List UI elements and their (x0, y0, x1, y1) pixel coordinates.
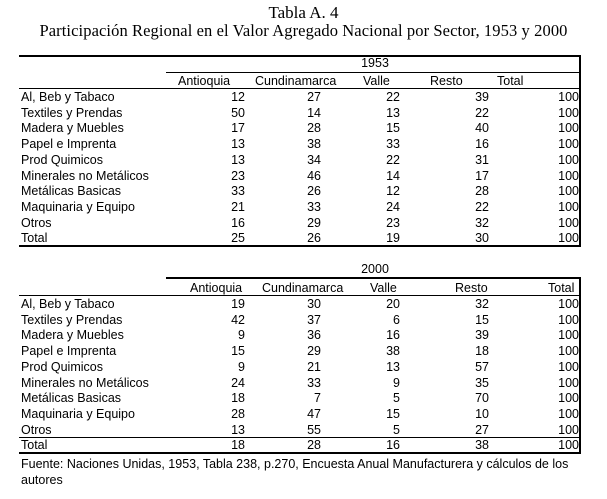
table-row (0, 105, 607, 121)
table-cell: 100 (558, 359, 579, 374)
table-cell: 38 (386, 344, 400, 359)
table-cell: 36 (307, 328, 321, 343)
table-cell: 26 (307, 184, 321, 199)
table-cell: 14 (307, 105, 321, 120)
table-cell: 9 (393, 375, 400, 390)
table-cell: 33 (307, 199, 321, 214)
row-label: Madera y Muebles (21, 328, 124, 343)
table-cell: 13 (231, 422, 245, 437)
table-cell: 100 (558, 215, 579, 230)
table-cell: 29 (307, 344, 321, 359)
table-cell: 27 (475, 422, 489, 437)
table-cell: 24 (386, 199, 400, 214)
table-cell: 15 (231, 344, 245, 359)
table-cell: 39 (475, 328, 489, 343)
row-label: Prod Quimicos (21, 152, 103, 167)
table-cell: 28 (307, 438, 321, 453)
table-row (0, 375, 607, 391)
table-cell: 100 (558, 406, 579, 421)
table-cell: 22 (475, 199, 489, 214)
col-valle: Valle (370, 281, 397, 295)
row-label: Otros (21, 215, 52, 230)
table-cell: 14 (386, 168, 400, 183)
row-label: Papel e Imprenta (21, 137, 117, 152)
table-cell: 7 (314, 391, 321, 406)
table-cell: 100 (558, 105, 579, 120)
row-label: Textiles y Prendas (21, 105, 123, 120)
table-cell: 29 (307, 215, 321, 230)
table-cell: 100 (558, 231, 579, 246)
table-cell: 50 (231, 105, 245, 120)
table-cell: 22 (386, 90, 400, 104)
table-row (0, 327, 607, 343)
table-cell: 18 (475, 344, 489, 359)
row-label: Papel e Imprenta (21, 344, 117, 359)
table-row (0, 406, 607, 422)
table-cell: 19 (386, 231, 400, 246)
table-cell: 100 (558, 152, 579, 167)
table-cell: 16 (386, 438, 400, 453)
table-cell: 18 (231, 438, 245, 453)
table-cell: 33 (307, 375, 321, 390)
row-label: Minerales no Metálicos (21, 375, 149, 390)
col-cundinamarca: Cundinamarca (262, 281, 344, 295)
table-cell: 9 (238, 359, 245, 374)
table-cell: 5 (393, 391, 400, 406)
table-cell: 16 (475, 137, 489, 152)
table-cell: 40 (475, 121, 489, 136)
top-border (19, 55, 581, 57)
row-label: Metálicas Basicas (21, 184, 122, 199)
row-label: Total (21, 231, 48, 246)
table-cell: 38 (475, 438, 489, 453)
table-cell: 22 (475, 105, 489, 120)
row-label: Minerales no Metálicos (21, 168, 149, 183)
table-subtitle: Participación Regional en el Valor Agregado Nacional por Sector, 1953 y 2000 (39, 21, 568, 40)
table-cell: 23 (231, 168, 245, 183)
table-cell: 35 (475, 375, 489, 390)
table-cell: 100 (558, 375, 579, 390)
row-label: Total (21, 438, 48, 453)
row-label: Maquinaria y Equipo (21, 199, 135, 214)
table-row (0, 312, 607, 328)
row-label: Metálicas Basicas (21, 391, 122, 406)
col-total: Total (548, 281, 575, 295)
table-cell: 100 (558, 90, 579, 104)
year-heading-2000: 2000 (361, 262, 389, 276)
table-row (0, 199, 607, 215)
table-cell: 22 (386, 152, 400, 167)
table-row (0, 168, 607, 184)
table-cell: 27 (307, 90, 321, 104)
col-resto: Resto (455, 281, 488, 295)
table-cell: 100 (558, 344, 579, 359)
table-cell: 100 (558, 438, 579, 453)
table-cell: 17 (231, 121, 245, 136)
table-cell: 26 (307, 231, 321, 246)
table-cell: 6 (393, 312, 400, 327)
table-cell: 39 (475, 90, 489, 104)
table-row (0, 230, 607, 246)
table-cell: 12 (231, 90, 245, 104)
table-row (0, 296, 607, 312)
table-cell: 57 (475, 359, 489, 374)
table-cell: 18 (231, 391, 245, 406)
row-label: Textiles y Prendas (21, 312, 123, 327)
row-label: Prod Quimicos (21, 359, 103, 374)
table-cell: 5 (393, 422, 400, 437)
table-cell: 17 (475, 168, 489, 183)
table-row (0, 183, 607, 199)
year-heading-1953: 1953 (361, 56, 389, 70)
row-label: Al, Beb y Tabaco (21, 297, 115, 311)
table-cell: 100 (558, 312, 579, 327)
table-cell: 30 (475, 231, 489, 246)
table-row (0, 437, 607, 453)
table-row (0, 120, 607, 136)
table-cell: 13 (386, 359, 400, 374)
table-cell: 13 (231, 137, 245, 152)
table-cell: 32 (475, 297, 489, 311)
table-cell: 32 (475, 215, 489, 230)
table-cell: 9 (238, 328, 245, 343)
table-cell: 100 (558, 168, 579, 183)
table-row (0, 152, 607, 168)
table-cell: 47 (307, 406, 321, 421)
table-cell: 28 (231, 406, 245, 421)
table-row (0, 89, 607, 105)
table-cell: 28 (475, 184, 489, 199)
table-cell: 100 (558, 121, 579, 136)
table-cell: 33 (231, 184, 245, 199)
col-antioquia: Antioquia (190, 281, 243, 295)
table-cell: 70 (475, 391, 489, 406)
col-antioquia: Antioquia (178, 74, 231, 88)
col-valle: Valle (363, 74, 390, 88)
col-total: Total (497, 74, 524, 88)
row-label: Maquinaria y Equipo (21, 406, 135, 421)
table-cell: 19 (231, 297, 245, 311)
total-rule-2000 (19, 437, 581, 438)
table-row (0, 343, 607, 359)
table-cell: 100 (558, 391, 579, 406)
table-cell: 38 (307, 137, 321, 152)
table-cell: 15 (386, 406, 400, 421)
table-cell: 24 (231, 375, 245, 390)
table-cell: 100 (558, 297, 579, 311)
table-cell: 34 (307, 152, 321, 167)
column-header-row-2000 (0, 280, 607, 296)
table-cell: 100 (558, 199, 579, 214)
row-label: Otros (21, 422, 52, 437)
col-resto: Resto (430, 74, 463, 88)
source-footnote: Fuente: Naciones Unidas, 1953, Tabla 238, p.270, Encuesta Anual Manufacturera y cálculos de los autores (21, 457, 569, 487)
table-cell: 25 (231, 231, 245, 246)
table-cell: 21 (307, 359, 321, 374)
table-cell: 23 (386, 215, 400, 230)
table-cell: 42 (231, 312, 245, 327)
table-cell: 20 (386, 297, 400, 311)
table-title: Tabla A. 4 (268, 3, 339, 22)
table-row (0, 359, 607, 375)
column-header-row-1953 (0, 73, 607, 89)
table-cell: 15 (386, 121, 400, 136)
table-cell: 12 (386, 184, 400, 199)
table-cell: 15 (475, 312, 489, 327)
col-cundinamarca: Cundinamarca (255, 74, 337, 88)
year-underline-2000 (166, 277, 581, 279)
table-cell: 10 (475, 406, 489, 421)
table-cell: 30 (307, 297, 321, 311)
row-label: Madera y Muebles (21, 121, 124, 136)
table-cell: 37 (307, 312, 321, 327)
table-cell: 55 (307, 422, 321, 437)
table-cell: 100 (558, 422, 579, 437)
table-cell: 16 (231, 215, 245, 230)
table-row (0, 422, 607, 438)
table-cell: 33 (386, 137, 400, 152)
row-label: Al, Beb y Tabaco (21, 90, 115, 104)
table-cell: 13 (231, 152, 245, 167)
table-cell: 100 (558, 184, 579, 199)
table-cell: 16 (386, 328, 400, 343)
table-cell: 31 (475, 152, 489, 167)
table-cell: 46 (307, 168, 321, 183)
table-cell: 28 (307, 121, 321, 136)
table-row (0, 390, 607, 406)
table-cell: 100 (558, 137, 579, 152)
table-row (0, 215, 607, 231)
table-cell: 13 (386, 105, 400, 120)
table-row (0, 136, 607, 152)
table-cell: 100 (558, 328, 579, 343)
table-cell: 21 (231, 199, 245, 214)
